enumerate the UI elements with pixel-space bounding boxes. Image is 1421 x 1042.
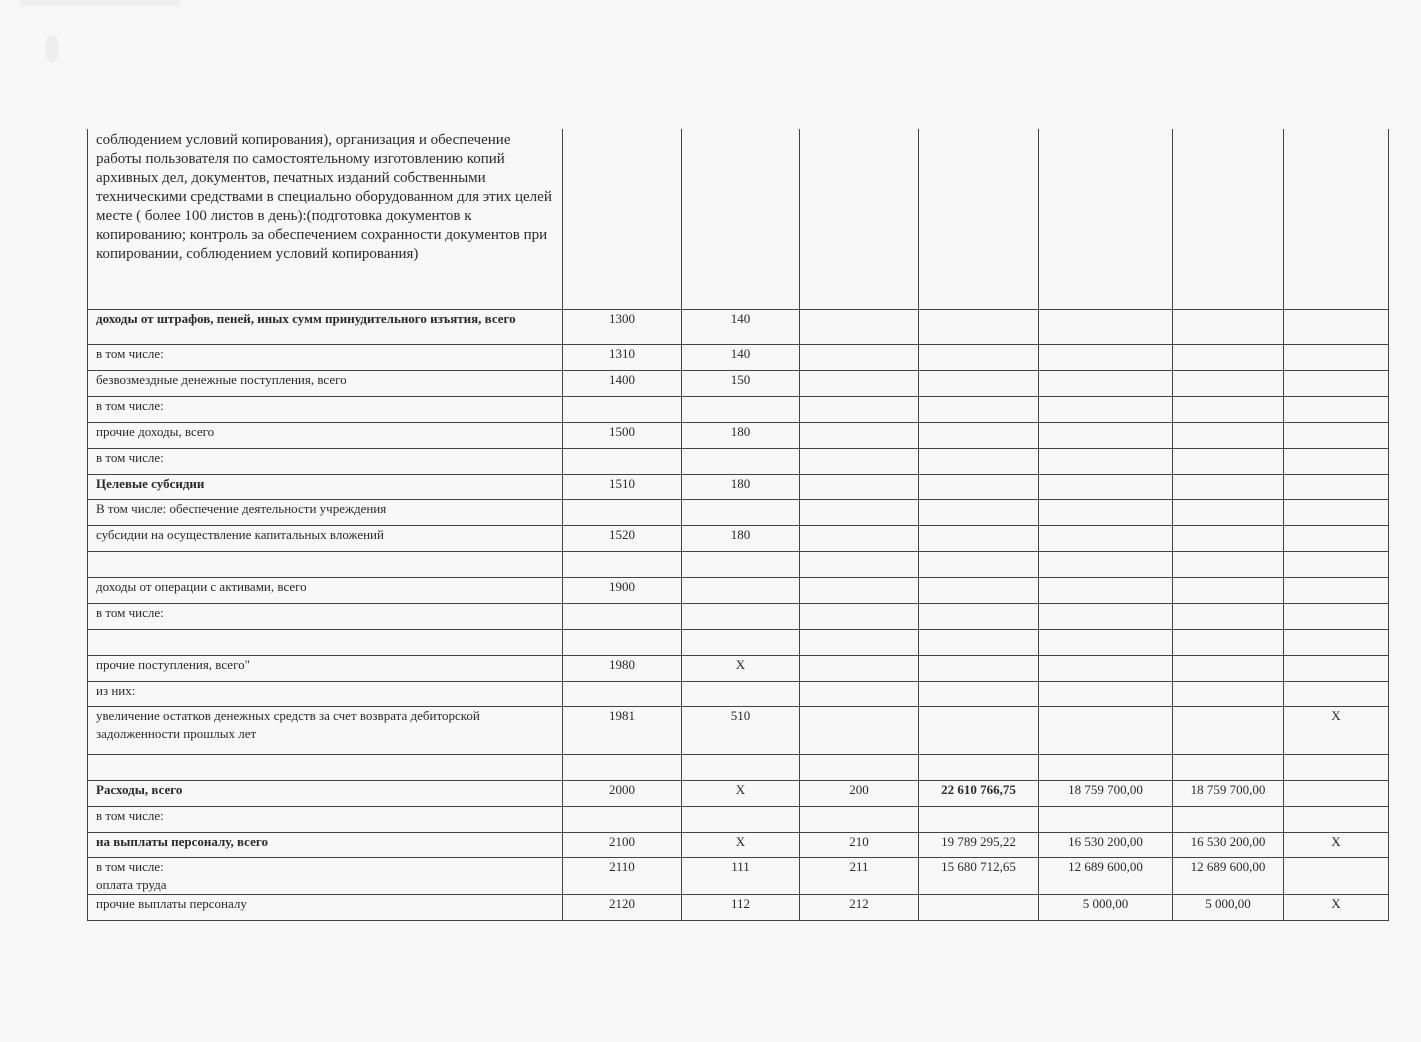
row-label: прочие выплаты персоналу — [88, 894, 563, 920]
kosgu-code — [800, 499, 919, 525]
cell-empty — [682, 129, 800, 309]
kbk-code: 180 — [682, 525, 800, 551]
amount-col-4: 22 610 766,75 — [919, 780, 1039, 806]
table-row — [88, 857, 1389, 894]
table-row — [88, 655, 1389, 681]
kosgu-code: 212 — [800, 894, 919, 920]
line-code: 1300 — [563, 309, 682, 344]
line-code: 1981 — [563, 706, 682, 754]
kbk-code — [682, 499, 800, 525]
table-row — [88, 551, 1389, 577]
kbk-code: 510 — [682, 706, 800, 754]
row-label: доходы от операции с активами, всего — [88, 577, 563, 603]
row-label: субсидии на осуществление капитальных вложений — [88, 525, 563, 551]
row-label: из них: — [88, 681, 563, 706]
kosgu-code — [800, 422, 919, 448]
row-label: в том числе: — [88, 344, 563, 370]
kbk-code — [682, 448, 800, 474]
amount-col-4: 19 789 295,22 — [919, 832, 1039, 857]
amount-col-4 — [919, 577, 1039, 603]
cell-empty — [1284, 129, 1389, 309]
kbk-code — [682, 551, 800, 577]
cell-empty — [919, 129, 1039, 309]
amount-col-4 — [919, 499, 1039, 525]
amount-col-5 — [1039, 525, 1173, 551]
line-code — [563, 681, 682, 706]
kbk-code: X — [682, 780, 800, 806]
cell-empty — [1039, 129, 1173, 309]
line-code: 1400 — [563, 370, 682, 396]
amount-col-7 — [1284, 655, 1389, 681]
amount-col-7 — [1284, 370, 1389, 396]
amount-col-6 — [1173, 577, 1284, 603]
table-row — [88, 832, 1389, 857]
kbk-code: X — [682, 655, 800, 681]
amount-col-7 — [1284, 525, 1389, 551]
amount-col-4: 15 680 712,65 — [919, 857, 1039, 894]
amount-col-5 — [1039, 603, 1173, 629]
amount-col-4 — [919, 894, 1039, 920]
row-label — [88, 754, 563, 780]
line-code: 1980 — [563, 655, 682, 681]
amount-col-5: 5 000,00 — [1039, 894, 1173, 920]
row-label: Целевые субсидии — [88, 474, 563, 499]
kbk-code: 180 — [682, 474, 800, 499]
amount-col-7: X — [1284, 706, 1389, 754]
amount-col-4 — [919, 396, 1039, 422]
amount-col-6 — [1173, 525, 1284, 551]
amount-col-4 — [919, 806, 1039, 832]
amount-col-6 — [1173, 551, 1284, 577]
amount-col-6 — [1173, 806, 1284, 832]
row-label: в том числе: — [88, 396, 563, 422]
table-row — [88, 344, 1389, 370]
amount-col-6 — [1173, 422, 1284, 448]
amount-col-5 — [1039, 370, 1173, 396]
kbk-code: 111 — [682, 857, 800, 894]
amount-col-5 — [1039, 474, 1173, 499]
kosgu-code — [800, 309, 919, 344]
amount-col-6 — [1173, 448, 1284, 474]
amount-col-6 — [1173, 706, 1284, 754]
kosgu-code — [800, 655, 919, 681]
kosgu-code — [800, 448, 919, 474]
row-label: в том числе: — [88, 806, 563, 832]
amount-col-4 — [919, 629, 1039, 655]
amount-col-7 — [1284, 806, 1389, 832]
amount-col-5 — [1039, 754, 1173, 780]
amount-col-7 — [1284, 577, 1389, 603]
amount-col-6: 12 689 600,00 — [1173, 857, 1284, 894]
amount-col-6 — [1173, 603, 1284, 629]
row-label: в том числе: — [88, 448, 563, 474]
kosgu-code — [800, 603, 919, 629]
amount-col-7 — [1284, 309, 1389, 344]
kosgu-code: 200 — [800, 780, 919, 806]
amount-col-6 — [1173, 629, 1284, 655]
line-code: 2110 — [563, 857, 682, 894]
table-row — [88, 396, 1389, 422]
table-row — [88, 370, 1389, 396]
line-code — [563, 603, 682, 629]
amount-col-4 — [919, 525, 1039, 551]
row-label: увеличение остатков денежных средств за счет возврата дебиторской задолженности прошлых лет — [88, 706, 563, 754]
amount-col-7: X — [1284, 832, 1389, 857]
amount-col-6 — [1173, 681, 1284, 706]
amount-col-7 — [1284, 396, 1389, 422]
line-code: 1310 — [563, 344, 682, 370]
kbk-code — [682, 629, 800, 655]
amount-col-6: 16 530 200,00 — [1173, 832, 1284, 857]
budget-table — [87, 129, 1389, 921]
amount-col-5 — [1039, 655, 1173, 681]
amount-col-4 — [919, 370, 1039, 396]
amount-col-7 — [1284, 344, 1389, 370]
kbk-code: 140 — [682, 344, 800, 370]
line-code: 1510 — [563, 474, 682, 499]
kosgu-code — [800, 629, 919, 655]
amount-col-5: 18 759 700,00 — [1039, 780, 1173, 806]
amount-col-6 — [1173, 499, 1284, 525]
kbk-code: X — [682, 832, 800, 857]
amount-col-7 — [1284, 499, 1389, 525]
amount-col-6 — [1173, 754, 1284, 780]
amount-col-7 — [1284, 681, 1389, 706]
amount-col-7 — [1284, 474, 1389, 499]
row-label: доходы от штрафов, пеней, иных сумм принудительного изъятия, всего — [88, 309, 563, 344]
amount-col-4 — [919, 344, 1039, 370]
amount-col-6: 18 759 700,00 — [1173, 780, 1284, 806]
amount-col-7 — [1284, 448, 1389, 474]
cell-empty — [563, 129, 682, 309]
table-row — [88, 422, 1389, 448]
kbk-code — [682, 806, 800, 832]
table-row — [88, 681, 1389, 706]
amount-col-4 — [919, 309, 1039, 344]
line-code: 1900 — [563, 577, 682, 603]
amount-col-4 — [919, 551, 1039, 577]
amount-col-7 — [1284, 603, 1389, 629]
table-row — [88, 448, 1389, 474]
row-label: прочие доходы, всего — [88, 422, 563, 448]
kosgu-code — [800, 706, 919, 754]
amount-col-6 — [1173, 309, 1284, 344]
kosgu-code: 211 — [800, 857, 919, 894]
line-code — [563, 754, 682, 780]
amount-col-4 — [919, 754, 1039, 780]
amount-col-5 — [1039, 422, 1173, 448]
amount-col-7 — [1284, 780, 1389, 806]
amount-col-4 — [919, 603, 1039, 629]
row-label — [88, 551, 563, 577]
table-row — [88, 806, 1389, 832]
amount-col-5 — [1039, 629, 1173, 655]
amount-col-5 — [1039, 706, 1173, 754]
line-code: 2120 — [563, 894, 682, 920]
kosgu-code — [800, 551, 919, 577]
amount-col-7 — [1284, 754, 1389, 780]
table-row — [88, 754, 1389, 780]
row-label: в том числе: оплата труда — [88, 857, 563, 894]
line-code: 2100 — [563, 832, 682, 857]
amount-col-5 — [1039, 551, 1173, 577]
amount-col-6 — [1173, 396, 1284, 422]
row-label: прочие поступления, всего" — [88, 655, 563, 681]
amount-col-4 — [919, 422, 1039, 448]
table-row — [88, 577, 1389, 603]
kosgu-code: 210 — [800, 832, 919, 857]
kbk-code: 140 — [682, 309, 800, 344]
kosgu-code — [800, 577, 919, 603]
amount-col-7 — [1284, 422, 1389, 448]
continuation-description: соблюдением условий копирования), организация и обеспечение работы пользователя по самостоятельному изготовлению копий архивных дел, документов, печатных изданий собственными техническими средствами в специально оборудованном для этих целей месте ( более 100 листов в день):(подготовка документов к копированию; контроль за обеспечением сохранности документов при копировании, соблюдением условий копирования) — [88, 129, 563, 309]
table-row — [88, 474, 1389, 499]
line-code: 1500 — [563, 422, 682, 448]
cell-empty — [1173, 129, 1284, 309]
amount-col-4 — [919, 474, 1039, 499]
amount-col-7: X — [1284, 894, 1389, 920]
table-row — [88, 309, 1389, 344]
amount-col-5 — [1039, 448, 1173, 474]
amount-col-6 — [1173, 344, 1284, 370]
table-row — [88, 706, 1389, 754]
kbk-code — [682, 681, 800, 706]
cell-empty — [800, 129, 919, 309]
kosgu-code — [800, 754, 919, 780]
scan-smudge — [20, 0, 180, 6]
amount-col-5 — [1039, 396, 1173, 422]
amount-col-4 — [919, 706, 1039, 754]
row-label: безвозмездные денежные поступления, всего — [88, 370, 563, 396]
table-row — [88, 499, 1389, 525]
table-row — [88, 525, 1389, 551]
scan-smudge — [45, 35, 59, 63]
table-row — [88, 629, 1389, 655]
line-code — [563, 551, 682, 577]
table-row-continuation — [88, 129, 1389, 309]
amount-col-5: 16 530 200,00 — [1039, 832, 1173, 857]
kbk-code — [682, 577, 800, 603]
kbk-code — [682, 396, 800, 422]
amount-col-6 — [1173, 370, 1284, 396]
row-label: В том числе: обеспечение деятельности учреждения — [88, 499, 563, 525]
kbk-code: 150 — [682, 370, 800, 396]
kbk-code — [682, 603, 800, 629]
amount-col-4 — [919, 655, 1039, 681]
kosgu-code — [800, 396, 919, 422]
amount-col-7 — [1284, 857, 1389, 894]
amount-col-5 — [1039, 344, 1173, 370]
kosgu-code — [800, 806, 919, 832]
row-label: в том числе: — [88, 603, 563, 629]
kosgu-code — [800, 525, 919, 551]
kbk-code — [682, 754, 800, 780]
amount-col-5: 12 689 600,00 — [1039, 857, 1173, 894]
amount-col-5 — [1039, 577, 1173, 603]
kosgu-code — [800, 370, 919, 396]
kosgu-code — [800, 681, 919, 706]
kosgu-code — [800, 344, 919, 370]
amount-col-6 — [1173, 655, 1284, 681]
amount-col-5 — [1039, 499, 1173, 525]
line-code — [563, 499, 682, 525]
line-code — [563, 396, 682, 422]
amount-col-7 — [1284, 551, 1389, 577]
amount-col-4 — [919, 681, 1039, 706]
row-label: Расходы, всего — [88, 780, 563, 806]
table-row — [88, 894, 1389, 920]
amount-col-5 — [1039, 681, 1173, 706]
amount-col-6 — [1173, 474, 1284, 499]
row-label — [88, 629, 563, 655]
amount-col-6: 5 000,00 — [1173, 894, 1284, 920]
amount-col-7 — [1284, 629, 1389, 655]
line-code: 1520 — [563, 525, 682, 551]
kbk-code: 180 — [682, 422, 800, 448]
amount-col-5 — [1039, 806, 1173, 832]
line-code — [563, 806, 682, 832]
kosgu-code — [800, 474, 919, 499]
table-row — [88, 603, 1389, 629]
kbk-code: 112 — [682, 894, 800, 920]
line-code — [563, 448, 682, 474]
table-row — [88, 780, 1389, 806]
amount-col-5 — [1039, 309, 1173, 344]
line-code: 2000 — [563, 780, 682, 806]
row-label: на выплаты персоналу, всего — [88, 832, 563, 857]
line-code — [563, 629, 682, 655]
amount-col-4 — [919, 448, 1039, 474]
